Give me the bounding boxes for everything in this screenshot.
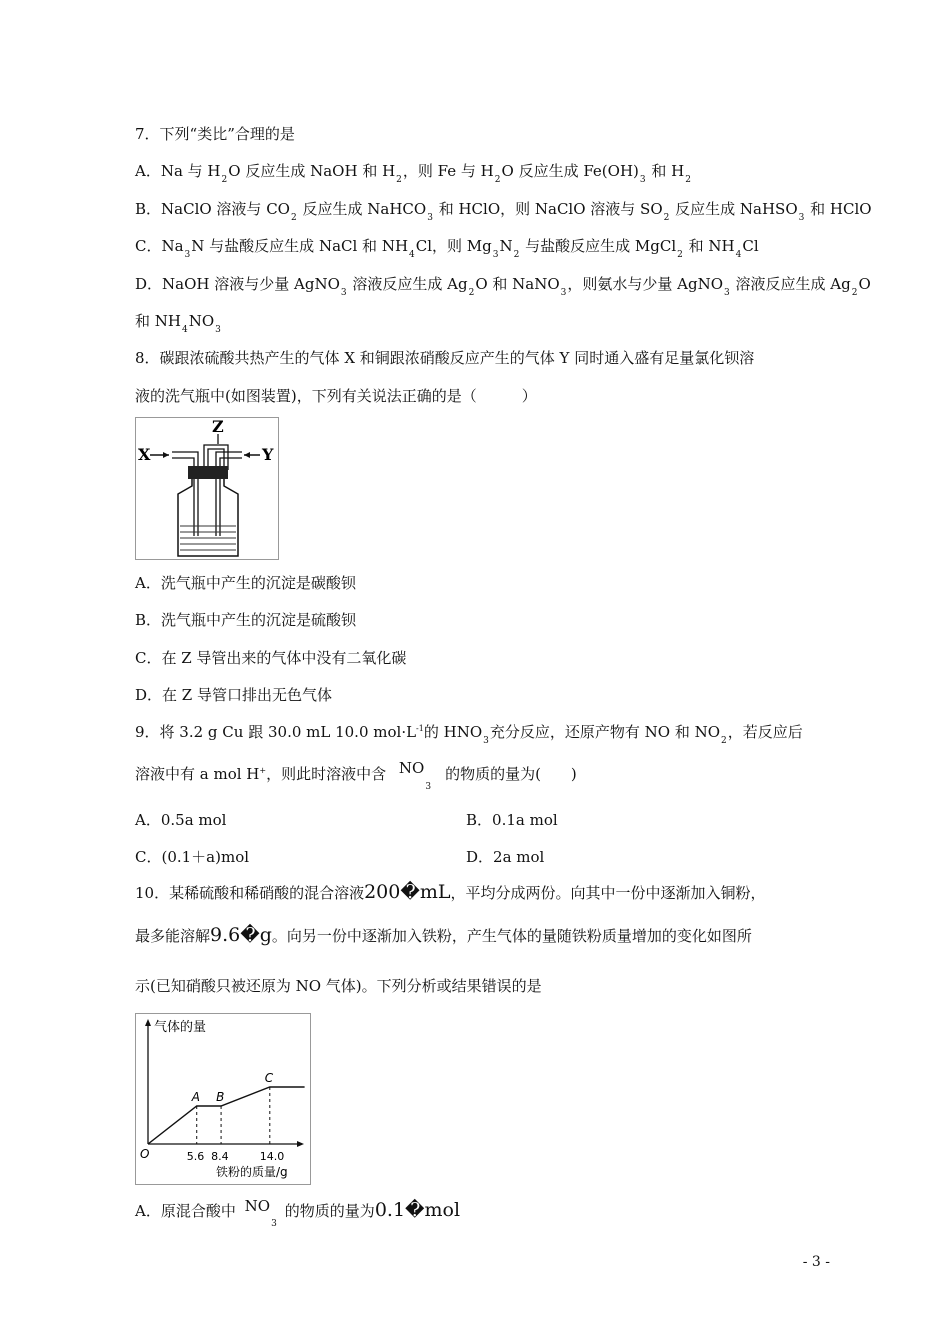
- q7-stem: 7．下列“类比”合理的是: [135, 125, 295, 143]
- q7-option-d-line1: D．NaOH 溶液与少量 AgNO$_3$ 溶液反应生成 $Ag_2O$ 和 NaNO$_3$，则氨水与少量 AgNO$_3$ 溶液反应生成 $Ag_2O$: [135, 275, 871, 298]
- q8-option-b: B．洗气瓶中产生的沉淀是硫酸钡: [135, 611, 357, 629]
- tick-label-2: 14.0: [259, 1150, 285, 1163]
- q10-option-a: A．原混合酸中 $NO_3$的物质的量为0.1�mol: [135, 1197, 461, 1229]
- q10-stem-line1: 10．某稀硫酸和稀硝酸的混合溶液200�mL，平均分成两份。向其中一份中逐渐加入铜粉，: [135, 881, 766, 903]
- tick-label-0: 5.6: [186, 1150, 205, 1163]
- q8-option-a: A．洗气瓶中产生的沉淀是碳酸钡: [135, 574, 356, 592]
- page-number: - 3 -: [802, 1254, 830, 1270]
- stopper: [188, 466, 228, 479]
- origin-label: O: [140, 1147, 150, 1161]
- q9-option-c: C．(0.1＋a)mol: [135, 848, 250, 866]
- q8-option-d: D．在 Z 导管口排出无色气体: [135, 686, 332, 704]
- y-axis-label: 气体的量: [154, 1020, 207, 1035]
- q8-option-c: C．在 Z 导管出来的气体中没有二氧化碳: [135, 649, 407, 667]
- chart-svg: [136, 1014, 310, 1184]
- label-y: Y: [262, 445, 274, 464]
- x-axis-label: 铁粉的质量/g: [216, 1165, 288, 1179]
- point-label-b: B: [216, 1090, 225, 1104]
- q8-stem-line2: 液的洗气瓶中(如图装置)，下列有关说法正确的是（ ）: [135, 387, 537, 405]
- wash-bottle-figure: [135, 417, 279, 560]
- q9-option-a: A．0.5a mol: [135, 811, 227, 829]
- label-z: Z: [212, 418, 224, 436]
- q7-option-d-line2: 和 $NH_4NO_3$: [135, 312, 221, 335]
- q10-stem-line3: 示(已知硝酸只被还原为 NO 气体)。下列分析或结果错误的是: [135, 977, 542, 995]
- q10-stem-line2: 最多能溶解9.6�g。向另一份中逐渐加入铁粉，产生气体的量随铁粉质量增加的变化如图所: [135, 924, 752, 946]
- q9-option-b: B．0.1a mol: [466, 811, 558, 829]
- gas-volume-chart: [135, 1013, 311, 1185]
- y-axis-arrow: [145, 1019, 151, 1026]
- q7-option-a: A．Na 与 $H_2O$ 反应生成 NaOH 和 $H_2$，则 Fe 与 $H_2O$ 反应生成 $Fe(OH)_3$ 和 $H_2$: [135, 162, 691, 185]
- q9-stem-line1: 9．将 3.2 g Cu 跟 30.0 mL 10.0 $mol\cdot L^{-1}$的 $HNO_3$充分反应，还原产物有 NO 和 $NO_2$，若反应后: [135, 723, 803, 746]
- wash-bottle-diagram: [136, 418, 278, 559]
- x-axis-arrow: [297, 1141, 304, 1147]
- point-label-a: A: [191, 1090, 200, 1104]
- q9-stem-line2: 溶液中有 a mol H+，则此时溶液中含 $NO_3$的物质的量为( ): [135, 759, 577, 792]
- label-x: X: [138, 445, 151, 464]
- q7-option-c: C．$Na_3N$ 与盐酸反应生成 NaCl 和 $NH_4Cl$，则 $Mg_3N_2$ 与盐酸反应生成 MgCl$_2$ 和 $NH_4Cl$: [135, 237, 759, 260]
- point-label-c: C: [264, 1071, 274, 1085]
- q7-option-b: B．NaClO 溶液与 $CO_2$ 反应生成 NaHCO$_3$ 和 HClO，则 NaClO 溶液与 $SO_2$ 反应生成 NaHSO$_3$ 和 HClO: [135, 200, 872, 223]
- q8-stem-line1: 8．碳跟浓硫酸共热产生的气体 X 和铜跟浓硝酸反应产生的气体 Y 同时通入盛有足量氯化钡溶: [135, 349, 755, 367]
- q9-option-d: D．2a mol: [466, 848, 545, 866]
- tick-label-1: 8.4: [211, 1150, 229, 1163]
- gas-amount-line: [148, 1087, 305, 1144]
